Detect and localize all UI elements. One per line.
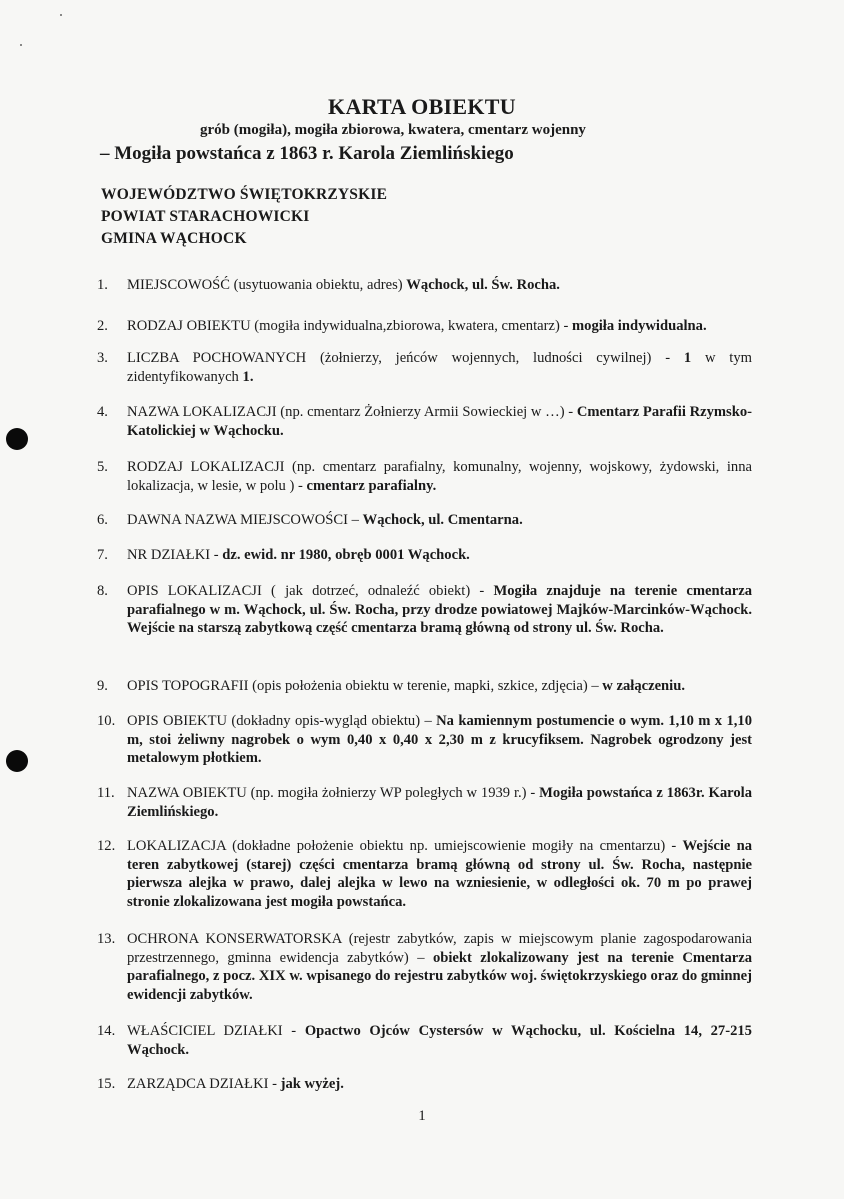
item-label: LICZBA POCHOWANYCH (żołnierzy, jeńców wojennych, ludności cywilnej) - (127, 350, 671, 366)
item-number: 10. (97, 713, 116, 729)
item-value: dz. ewid. nr 1980, obręb 0001 Wąchock. (222, 547, 470, 563)
item-number: 13. (97, 931, 116, 947)
item-value: Wąchock, ul. Św. Rocha. (406, 277, 560, 293)
item-label: NAZWA OBIEKTU (np. mogiła żołnierzy WP poległych w 1939 r.) - (127, 785, 536, 801)
list-item (97, 317, 752, 336)
item-value: Na kamiennym postumencie o wym. 1,10 m x 1,10 m, stoi żeliwny nagrobek o wym 0,40 x 0,40 x 2,30 m z krucyfiksem. Nagrobek ogrodzony jest metalowym płotkiem. (127, 713, 752, 766)
item-label: RODZAJ OBIEKTU (mogiła indywidualna,zbiorowa, kwatera, cmentarz) - (127, 318, 569, 334)
item-number: 4. (97, 404, 108, 420)
item-number: 2. (97, 318, 108, 334)
page-number: 1 (418, 1108, 426, 1124)
item-label: NAZWA LOKALIZACJI (np. cmentarz Żołnierzy Armii Sowieckiej w …) - (127, 404, 574, 420)
municipality: GMINA WĄCHOCK (101, 230, 247, 247)
list-item (97, 403, 752, 440)
list-item (97, 276, 752, 295)
item-number: 7. (97, 547, 108, 563)
punch-hole (6, 428, 28, 450)
item-number: 1. (97, 277, 108, 293)
list-item (97, 837, 752, 911)
item-value: Cmentarz Parafii Rzymsko-Katolickiej w Wąchocku. (127, 404, 752, 439)
item-value: mogiła indywidualna. (571, 318, 707, 334)
item-number: 3. (97, 350, 108, 366)
item-label: DAWNA NAZWA MIEJSCOWOŚCI – (127, 512, 359, 528)
document-subtitle: grób (mogiła), mogiła zbiorowa, kwatera, cmentarz wojenny (200, 122, 586, 138)
voivodeship: WOJEWÓDZTWO ŚWIĘTOKRZYSKIE (101, 186, 388, 203)
item-label: OPIS LOKALIZACJI ( jak dotrzeć, odnaleźć obiekt) - (127, 583, 485, 599)
item-label: OPIS TOPOGRAFII (opis położenia obiektu w terenie, mapki, szkice, zdjęcia) – (127, 678, 599, 694)
list-item (97, 582, 752, 638)
item-label: WŁAŚCICIEL DZIAŁKI - (127, 1023, 297, 1039)
item-value: Wąchock, ul. Cmentarna. (362, 512, 523, 528)
list-item (97, 349, 752, 386)
list-item (97, 677, 752, 696)
item-label: NR DZIAŁKI - (127, 547, 219, 563)
item-number: 5. (97, 459, 108, 475)
item-label: MIEJSCOWOŚĆ (usytuowania obiektu, adres) (127, 277, 403, 293)
item-number: 15. (97, 1076, 116, 1092)
item-value: jak wyżej. (280, 1076, 344, 1092)
item-value: Opactwo Ojców Cystersów w Wąchocku, ul. Kościelna 14, 27-215 Wąchock. (127, 1023, 752, 1058)
item-number: 14. (97, 1023, 116, 1039)
item-number: 8. (97, 583, 108, 599)
item-label: OPIS OBIEKTU (dokładny opis-wygląd obiektu) – (127, 713, 432, 729)
scan-speck (20, 44, 22, 46)
list-item (97, 712, 752, 768)
item-number: 11. (97, 785, 115, 801)
document-title: KARTA OBIEKTU (328, 94, 516, 119)
item-label-2: w tym zidentyfikowanych (127, 350, 752, 385)
item-value: Mogiła powstańca z 1863r. Karola Ziemlińskiego. (127, 785, 753, 820)
item-value: Mogiła znajduje na terenie cmentarza parafialnego w m. Wąchock, ul. Św. Rocha, przy drodze powiatowej Majków-Marcinków-Wąchock. Wejście na starszą zabytkową część cmentarza bramą główną od strony ul. Św. Rocha. (127, 583, 752, 636)
list-item (97, 1022, 752, 1059)
item-label: OCHRONA KONSERWATORSKA (rejestr zabytków, zapis w miejscowym planie zagospodarowania przestrzennego, gminna ewidencja zabytków) – (127, 931, 752, 966)
item-number: 12. (97, 838, 116, 854)
list-item (97, 784, 752, 821)
item-value: Wejście na teren zabytkowej (starej) części cmentarza bramą główną od strony ul. Św. Rocha, następnie pierwsza alejka w prawo, dalej alejka w lewo na wzniesienie, w odległości ok. 70 m po prawej stronie zlokalizowana jest mogiła powstańca. (127, 838, 752, 910)
item-value: cmentarz parafialny. (306, 477, 437, 494)
item-label: ZARZĄDCA DZIAŁKI - (127, 1076, 277, 1092)
scan-speck (60, 14, 62, 16)
list-item (97, 458, 752, 495)
item-value: 1 (683, 350, 692, 366)
item-number: 9. (97, 678, 108, 694)
list-item (97, 1075, 752, 1094)
item-label: RODZAJ LOKALIZACJI (np. cmentarz parafialny, komunalny, wojenny, wojskowy, żydowski, inna lokalizacja, w lesie, w polu ) - (127, 459, 752, 494)
county: POWIAT STARACHOWICKI (101, 208, 310, 225)
list-item (97, 930, 752, 1004)
item-value: obiekt zlokalizowany jest na terenie Cmentarza parafialnego, z pocz. XIX w. wpisanego do rejestru zabytków woj. świętokrzyskiego oraz do gminnej ewidencji zabytków. (127, 949, 753, 1003)
item-value-2: 1. (242, 368, 254, 385)
item-label: LOKALIZACJA (dokładne położenie obiektu np. umiejscowienie mogiły na cmentarzu) - (127, 838, 677, 854)
object-name: – Mogiła powstańca z 1863 r. Karola Ziemlińskiego (100, 143, 514, 164)
item-number: 6. (97, 512, 108, 528)
item-value: w załączeniu. (602, 678, 685, 694)
list-item (97, 546, 752, 565)
list-item (97, 511, 752, 530)
punch-hole (6, 750, 28, 772)
